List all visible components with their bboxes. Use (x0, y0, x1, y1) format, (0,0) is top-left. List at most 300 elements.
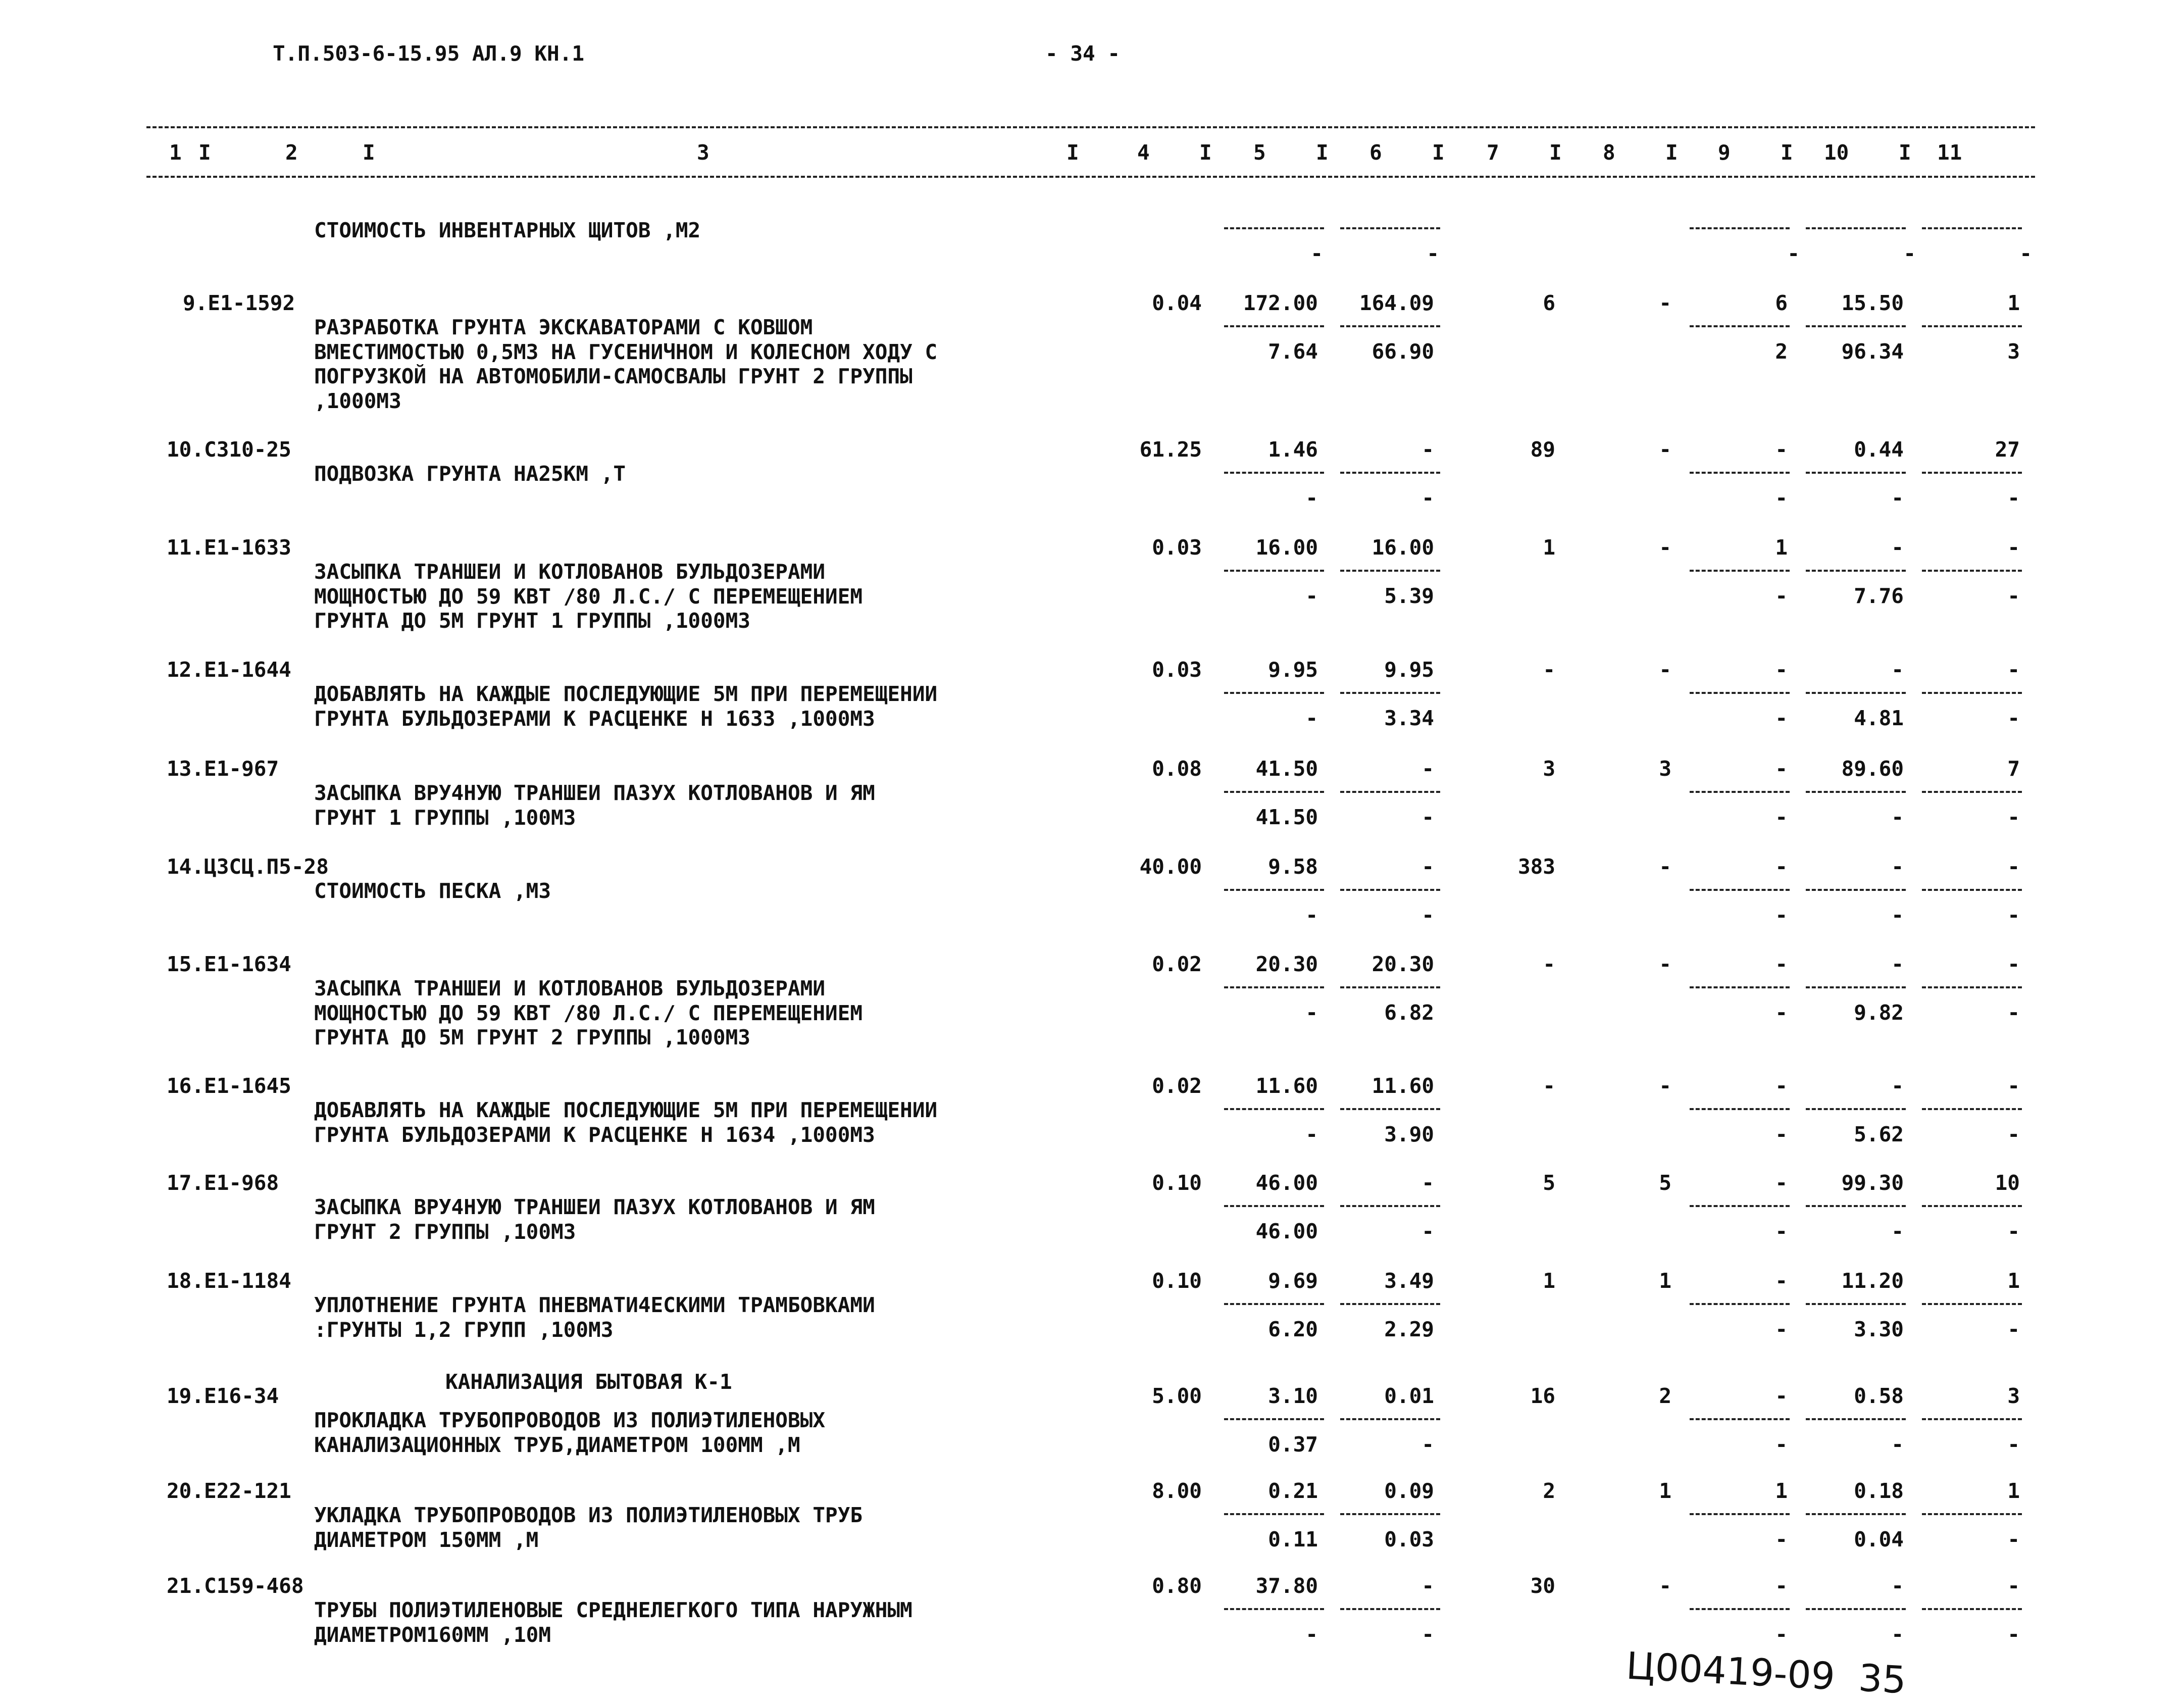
row-description: ДОБАВЛЯТЬ НА КАЖДЫЕ ПОСЛЕДУЮЩИЕ 5М ПРИ ПЕРЕМЕЩЕНИИ (314, 682, 938, 706)
cell-col-6: - (1421, 1622, 1434, 1646)
dash-rule (1806, 1108, 1906, 1110)
cell-col-6: 0.09 (1384, 1479, 1434, 1503)
dash-rule (1690, 227, 1790, 229)
cell-col-11: 27 (1995, 437, 2020, 462)
dash-rule (1690, 1513, 1790, 1515)
cell-col-4: 40.00 (1139, 855, 1202, 879)
cell-col-11: - (2007, 903, 2020, 927)
column-header-6: 6 (1369, 140, 1382, 165)
cell-col-5: 0.21 (1268, 1479, 1318, 1503)
cell-col-10: 5.62 (1854, 1122, 1904, 1146)
cell-col-10: 0.04 (1854, 1527, 1904, 1551)
cell-col-11: - (2007, 584, 2020, 608)
cell-col-7: 1 (1543, 1269, 1555, 1293)
cell-col-9: - (1775, 1384, 1788, 1408)
cell-col-9: 6 (1775, 291, 1788, 315)
dash-rule (1340, 1108, 1440, 1110)
row-description: ПРОКЛАДКА ТРУБОПРОВОДОВ ИЗ ПОЛИЭТИЛЕНОВЫХ (314, 1408, 826, 1432)
row-number-code: 9.Е1-1592 (183, 291, 295, 315)
cell-col-4: 8.00 (1152, 1479, 1202, 1503)
cell-col-10: - (1891, 1574, 1904, 1598)
table-header-rule (146, 176, 2035, 178)
dash-rule (1224, 791, 1324, 793)
cell-col-4: 0.08 (1152, 757, 1202, 781)
row-number-code: 11.Е1-1633 (167, 535, 291, 560)
row-description: ТРУБЫ ПОЛИЭТИЛЕНОВЫЕ СРЕДНЕЛЕГКОГО ТИПА НАРУЖНЫМ (314, 1598, 912, 1622)
cell-col-4: 61.25 (1139, 437, 1202, 462)
cell-col-8: 1 (1659, 1479, 1671, 1503)
cell-col-11: - (2007, 1000, 2020, 1025)
cell-col-11: 10 (1995, 1171, 2020, 1195)
cell-col-6: 3.49 (1384, 1269, 1434, 1293)
row-number-code: 15.Е1-1634 (167, 952, 291, 976)
cell-col-10: - (1891, 486, 1904, 510)
dash-rule (1340, 1513, 1440, 1515)
column-header-1: 1 (169, 140, 182, 165)
cell-col-5: - (1305, 1000, 1318, 1025)
dash-rule (1690, 472, 1790, 474)
cell-col-5: 41.50 (1255, 805, 1318, 829)
cell-col-6: 3.90 (1384, 1122, 1434, 1146)
cell-col-11: - (2007, 1622, 2020, 1646)
dash-rule (1340, 986, 1440, 988)
column-header-9: 9 (1718, 140, 1731, 165)
dash-rule (1340, 570, 1440, 572)
dash-rule (1806, 227, 1906, 229)
cell-col-7: 1 (1543, 535, 1555, 560)
row-description: КАНАЛИЗАЦИОННЫХ ТРУБ,ДИАМЕТРОМ 100ММ ,М (314, 1432, 800, 1457)
cell-col-10: 11.20 (1841, 1269, 1904, 1293)
cell-col-9: - (1775, 1171, 1788, 1195)
cell-col-5: 9.95 (1268, 658, 1318, 682)
row-description: МОЩНОСТЬЮ ДО 59 КВТ /80 Л.С./ С ПЕРЕМЕЩЕНИЕМ (314, 584, 863, 609)
dash-rule (1340, 227, 1440, 229)
row-number-code: 17.Е1-968 (167, 1171, 279, 1195)
cell-col-8: - (1659, 1574, 1671, 1598)
cell-col-9: - (1775, 1074, 1788, 1098)
cell-col-6: 5.39 (1384, 584, 1434, 608)
dash-rule (1340, 472, 1440, 474)
row-number-code: 16.Е1-1645 (167, 1074, 291, 1098)
dash-rule (1690, 1205, 1790, 1207)
cell-col-5: - (1305, 903, 1318, 927)
dash-rule (1806, 692, 1906, 694)
cell-col-9: - (1775, 584, 1788, 608)
cell-col-5: 3.10 (1268, 1384, 1318, 1408)
cell-col-6: 11.60 (1372, 1074, 1434, 1098)
table-top-rule (146, 126, 2035, 128)
row-number-code: 10.С310-25 (167, 437, 291, 462)
column-header-10: 10 (1824, 140, 1849, 165)
cell-col-4: 0.02 (1152, 952, 1202, 976)
cell-col-11: - (2007, 1574, 2020, 1598)
cell-col-11: - (2007, 658, 2020, 682)
dash-rule (1922, 889, 2022, 891)
cell-col-9: 2 (1775, 339, 1788, 364)
cell-col-5: 0.37 (1268, 1432, 1318, 1457)
cell-col-7: - (1543, 1074, 1555, 1098)
cell-dash: - (2019, 241, 2032, 266)
cell-col-8: 2 (1659, 1384, 1671, 1408)
dash-rule (1224, 1108, 1324, 1110)
row-description: ,1000М3 (314, 388, 401, 413)
cell-col-6: 9.95 (1384, 658, 1434, 682)
cell-col-5: 16.00 (1255, 535, 1318, 560)
cell-col-11: - (2007, 805, 2020, 829)
cell-col-6: - (1421, 1171, 1434, 1195)
cell-col-11: 7 (2007, 757, 2020, 781)
dash-rule (1922, 1608, 2022, 1610)
cell-col-7: 3 (1543, 757, 1555, 781)
cell-col-10: 99.30 (1841, 1171, 1904, 1195)
cell-col-6: - (1421, 486, 1434, 510)
cell-col-9: - (1775, 757, 1788, 781)
row-description: ЗАСЫПКА ТРАНШЕИ И КОТЛОВАНОВ БУЛЬДОЗЕРАМИ (314, 560, 826, 584)
cell-col-11: 1 (2007, 1479, 2020, 1503)
dash-rule (1690, 1108, 1790, 1110)
cell-col-6: 3.34 (1384, 706, 1434, 730)
dash-rule (1806, 1418, 1906, 1420)
row-description: МОЩНОСТЬЮ ДО 59 КВТ /80 Л.С./ С ПЕРЕМЕЩЕНИЕМ (314, 1000, 863, 1025)
dash-rule (1340, 692, 1440, 694)
section-title: КАНАЛИЗАЦИЯ БЫТОВАЯ К-1 (445, 1370, 732, 1394)
cell-col-6: - (1421, 437, 1434, 462)
cell-col-5: 0.11 (1268, 1527, 1318, 1551)
cell-col-9: - (1775, 486, 1788, 510)
dash-rule (1340, 1608, 1440, 1610)
cell-col-11: - (2007, 535, 2020, 560)
cell-col-7: 2 (1543, 1479, 1555, 1503)
row-description: СТОИМОСТЬ ПЕСКА ,М3 (314, 879, 551, 903)
cell-col-4: 0.04 (1152, 291, 1202, 315)
cell-col-11: - (2007, 486, 2020, 510)
cell-col-7: 6 (1543, 291, 1555, 315)
row-description: ГРУНТА ДО 5М ГРУНТ 1 ГРУППЫ ,1000М3 (314, 609, 750, 633)
row-description: УПЛОТНЕНИЕ ГРУНТА ПНЕВМАТИ4ЕСКИМИ ТРАМБОВКАМИ (314, 1293, 875, 1317)
cell-col-9: 1 (1775, 535, 1788, 560)
dash-rule (1340, 1303, 1440, 1305)
cell-col-11: - (2007, 1122, 2020, 1146)
column-header-7: 7 (1487, 140, 1499, 165)
row-description: ГРУНТА ДО 5М ГРУНТ 2 ГРУППЫ ,1000М3 (314, 1025, 750, 1049)
cell-col-5: - (1305, 486, 1318, 510)
cell-col-9: - (1775, 1122, 1788, 1146)
row-number-code: 13.Е1-967 (167, 757, 279, 781)
cell-col-7: 16 (1530, 1384, 1555, 1408)
dash-rule (1340, 791, 1440, 793)
cell-col-9: - (1775, 437, 1788, 462)
dash-rule (1806, 1608, 1906, 1610)
cell-col-9: - (1775, 1432, 1788, 1457)
cell-col-9: - (1775, 1317, 1788, 1341)
dash-rule (1690, 889, 1790, 891)
row-description: ПОДВОЗКА ГРУНТА НА25КМ ,Т (314, 462, 626, 486)
dash-rule (1690, 791, 1790, 793)
column-separator: I (1066, 140, 1079, 165)
dash-rule (1922, 570, 2022, 572)
cell-col-5: 9.58 (1268, 855, 1318, 879)
cell-col-10: 89.60 (1841, 757, 1904, 781)
cell-col-6: 2.29 (1384, 1317, 1434, 1341)
cell-col-7: 30 (1530, 1574, 1555, 1598)
cell-col-10: 0.18 (1854, 1479, 1904, 1503)
cell-col-9: - (1775, 805, 1788, 829)
row-description: ГРУНТ 2 ГРУППЫ ,100М3 (314, 1219, 576, 1244)
row-description: ДИАМЕТРОМ160ММ ,10М (314, 1622, 551, 1647)
cell-col-8: 3 (1659, 757, 1671, 781)
dash-rule (1224, 1418, 1324, 1420)
dash-rule (1690, 1608, 1790, 1610)
cell-col-11: - (2007, 1219, 2020, 1243)
cell-col-4: 5.00 (1152, 1384, 1202, 1408)
dash-rule (1922, 986, 2022, 988)
row-number-code: 14.ЦЗСЦ.П5-28 (167, 855, 329, 879)
row-number-code: 20.Е22-121 (167, 1479, 291, 1503)
dash-rule (1806, 570, 1906, 572)
handwritten-annotation: Ц00419-09 35 (1625, 1644, 1907, 1702)
cell-col-9: - (1775, 1574, 1788, 1598)
dash-rule (1922, 1205, 2022, 1207)
row-description: ЗАСЫПКА ВРУ4НУЮ ТРАНШЕИ ПАЗУХ КОТЛОВАНОВ И ЯМ (314, 781, 875, 805)
dash-rule (1922, 1513, 2022, 1515)
pre-item-description: СТОИМОСТЬ ИНВЕНТАРНЫХ ЩИТОВ ,М2 (314, 218, 701, 242)
dash-rule (1690, 692, 1790, 694)
cell-col-8: 5 (1659, 1171, 1671, 1195)
cell-col-10: 7.76 (1854, 584, 1904, 608)
dash-rule (1922, 1418, 2022, 1420)
cell-col-11: 3 (2007, 1384, 2020, 1408)
cell-col-10: 0.58 (1854, 1384, 1904, 1408)
cell-col-6: - (1421, 1432, 1434, 1457)
dash-rule (1922, 1303, 2022, 1305)
cell-col-5: - (1305, 584, 1318, 608)
cell-col-11: - (2007, 1432, 2020, 1457)
row-description: ДОБАВЛЯТЬ НА КАЖДЫЕ ПОСЛЕДУЮЩИЕ 5М ПРИ ПЕРЕМЕЩЕНИИ (314, 1098, 938, 1122)
row-description: ПОГРУЗКОЙ НА АВТОМОБИЛИ-САМОСВАЛЫ ГРУНТ 2 ГРУППЫ (314, 364, 912, 388)
cell-col-6: - (1421, 903, 1434, 927)
row-description: ДИАМЕТРОМ 150ММ ,М (314, 1527, 539, 1552)
cell-col-6: - (1421, 757, 1434, 781)
dash-rule (1224, 1205, 1324, 1207)
cell-col-10: - (1891, 805, 1904, 829)
cell-col-7: 5 (1543, 1171, 1555, 1195)
dash-rule (1690, 1303, 1790, 1305)
cell-col-11: 3 (2007, 339, 2020, 364)
dash-rule (1922, 325, 2022, 327)
cell-col-5: 20.30 (1255, 952, 1318, 976)
dash-rule (1224, 472, 1324, 474)
cell-col-5: - (1305, 706, 1318, 730)
cell-col-10: - (1891, 1432, 1904, 1457)
dash-rule (1922, 227, 2022, 229)
cell-col-9: - (1775, 1622, 1788, 1646)
column-header-8: 8 (1603, 140, 1615, 165)
dash-rule (1806, 1513, 1906, 1515)
dash-rule (1806, 889, 1906, 891)
column-separator: I (1781, 140, 1793, 165)
document-code: Т.П.503-6-15.95 АЛ.9 КН.1 (273, 41, 585, 66)
column-header-2: 2 (285, 140, 298, 165)
cell-dash: - (1903, 241, 1916, 266)
cell-col-6: 20.30 (1372, 952, 1434, 976)
dash-rule (1690, 986, 1790, 988)
cell-col-6: - (1421, 805, 1434, 829)
cell-col-8: - (1659, 855, 1671, 879)
dash-rule (1806, 986, 1906, 988)
cell-col-8: - (1659, 437, 1671, 462)
dash-rule (1690, 570, 1790, 572)
cell-dash: - (1310, 241, 1323, 266)
row-description: ГРУНТА БУЛЬДОЗЕРАМИ К РАСЦЕНКЕ Н 1634 ,1000М3 (314, 1122, 875, 1147)
cell-col-7: - (1543, 952, 1555, 976)
cell-col-9: 1 (1775, 1479, 1788, 1503)
cell-col-4: 0.03 (1152, 535, 1202, 560)
cell-col-6: - (1421, 1219, 1434, 1243)
cell-col-4: 0.80 (1152, 1574, 1202, 1598)
cell-col-10: 4.81 (1854, 706, 1904, 730)
cell-col-10: - (1891, 658, 1904, 682)
cell-col-6: 66.90 (1372, 339, 1434, 364)
row-number-code: 19.Е16-34 (167, 1384, 279, 1408)
cell-col-8: 1 (1659, 1269, 1671, 1293)
cell-col-9: - (1775, 658, 1788, 682)
cell-col-11: - (2007, 1527, 2020, 1551)
dash-rule (1224, 692, 1324, 694)
row-description: ВМЕСТИМОСТЬЮ 0,5М3 НА ГУСЕНИЧНОМ И КОЛЕСНОМ ХОДУ С (314, 339, 938, 364)
dash-rule (1922, 692, 2022, 694)
column-separator: I (1665, 140, 1678, 165)
cell-col-11: - (2007, 952, 2020, 976)
row-description: ЗАСЫПКА ТРАНШЕИ И КОТЛОВАНОВ БУЛЬДОЗЕРАМИ (314, 976, 826, 1000)
cell-col-11: - (2007, 706, 2020, 730)
cell-col-5: 41.50 (1255, 757, 1318, 781)
cell-col-6: 0.01 (1384, 1384, 1434, 1408)
column-separator: I (1899, 140, 1911, 165)
cell-col-11: - (2007, 855, 2020, 879)
dash-rule (1806, 1303, 1906, 1305)
cell-col-6: 164.09 (1359, 291, 1434, 315)
row-description: ГРУНТА БУЛЬДОЗЕРАМИ К РАСЦЕНКЕ Н 1633 ,1000М3 (314, 706, 875, 731)
cell-col-9: - (1775, 855, 1788, 879)
dash-rule (1340, 1205, 1440, 1207)
cell-dash: - (1787, 241, 1800, 266)
cell-col-5: 7.64 (1268, 339, 1318, 364)
dash-rule (1224, 570, 1324, 572)
cell-col-11: 1 (2007, 1269, 2020, 1293)
cell-col-10: 3.30 (1854, 1317, 1904, 1341)
column-separator: I (198, 140, 211, 165)
cell-col-10: 9.82 (1854, 1000, 1904, 1025)
cell-col-9: - (1775, 952, 1788, 976)
dash-rule (1340, 1418, 1440, 1420)
cell-col-10: 15.50 (1841, 291, 1904, 315)
dash-rule (1806, 791, 1906, 793)
column-header-5: 5 (1253, 140, 1266, 165)
cell-col-10: - (1891, 903, 1904, 927)
cell-col-8: - (1659, 535, 1671, 560)
page-number: - 34 - (1045, 41, 1121, 66)
cell-dash: - (1427, 241, 1439, 266)
column-header-4: 4 (1137, 140, 1150, 165)
cell-col-5: - (1305, 1622, 1318, 1646)
dash-rule (1806, 325, 1906, 327)
dash-rule (1340, 889, 1440, 891)
cell-col-4: 0.10 (1152, 1269, 1202, 1293)
dash-rule (1806, 472, 1906, 474)
cell-col-5: 46.00 (1255, 1219, 1318, 1243)
dash-rule (1690, 1418, 1790, 1420)
cell-col-9: - (1775, 1000, 1788, 1025)
cell-col-9: - (1775, 706, 1788, 730)
cell-col-9: - (1775, 1219, 1788, 1243)
dash-rule (1922, 1108, 2022, 1110)
cell-col-9: - (1775, 1527, 1788, 1551)
cell-col-5: 46.00 (1255, 1171, 1318, 1195)
cell-col-10: - (1891, 1219, 1904, 1243)
cell-col-5: 11.60 (1255, 1074, 1318, 1098)
dash-rule (1922, 791, 2022, 793)
cell-col-9: - (1775, 903, 1788, 927)
dash-rule (1224, 1608, 1324, 1610)
dash-rule (1224, 986, 1324, 988)
cell-col-10: - (1891, 1074, 1904, 1098)
cell-col-8: - (1659, 952, 1671, 976)
cell-col-6: - (1421, 1574, 1434, 1598)
column-header-11: 11 (1937, 140, 1962, 165)
dash-rule (1806, 1205, 1906, 1207)
cell-col-5: - (1305, 1122, 1318, 1146)
cell-col-5: 6.20 (1268, 1317, 1318, 1341)
column-separator: I (363, 140, 375, 165)
row-number-code: 12.Е1-1644 (167, 658, 291, 682)
cell-col-5: 1.46 (1268, 437, 1318, 462)
cell-col-10: - (1891, 952, 1904, 976)
column-separator: I (1549, 140, 1562, 165)
row-description: :ГРУНТЫ 1,2 ГРУПП ,100М3 (314, 1317, 614, 1342)
cell-col-6: 16.00 (1372, 535, 1434, 560)
row-description: УКЛАДКА ТРУБОПРОВОДОВ ИЗ ПОЛИЭТИЛЕНОВЫХ ТРУБ (314, 1503, 863, 1527)
row-number-code: 18.Е1-1184 (167, 1269, 291, 1293)
cell-col-9: - (1775, 1269, 1788, 1293)
dash-rule (1690, 325, 1790, 327)
cell-col-4: 0.10 (1152, 1171, 1202, 1195)
cell-col-8: - (1659, 291, 1671, 315)
row-description: ЗАСЫПКА ВРУ4НУЮ ТРАНШЕИ ПАЗУХ КОТЛОВАНОВ И ЯМ (314, 1195, 875, 1219)
dash-rule (1340, 325, 1440, 327)
row-description: РАЗРАБОТКА ГРУНТА ЭКСКАВАТОРАМИ С КОВШОМ (314, 315, 813, 339)
cell-col-5: 37.80 (1255, 1574, 1318, 1598)
cell-col-4: 0.02 (1152, 1074, 1202, 1098)
dash-rule (1922, 472, 2022, 474)
cell-col-8: - (1659, 1074, 1671, 1098)
column-header-3: 3 (697, 140, 709, 165)
cell-col-6: 0.03 (1384, 1527, 1434, 1551)
column-separator: I (1316, 140, 1329, 165)
cell-col-7: 383 (1517, 855, 1555, 879)
dash-rule (1224, 227, 1324, 229)
cell-col-10: 0.44 (1854, 437, 1904, 462)
row-description: ГРУНТ 1 ГРУППЫ ,100М3 (314, 805, 576, 830)
cell-col-11: - (2007, 1074, 2020, 1098)
cell-col-7: - (1543, 658, 1555, 682)
dash-rule (1224, 1513, 1324, 1515)
cell-col-7: 89 (1530, 437, 1555, 462)
cell-col-6: - (1421, 855, 1434, 879)
cell-col-8: - (1659, 658, 1671, 682)
cell-col-10: - (1891, 1622, 1904, 1646)
cell-col-5: 172.00 (1243, 291, 1318, 315)
cell-col-10: - (1891, 855, 1904, 879)
